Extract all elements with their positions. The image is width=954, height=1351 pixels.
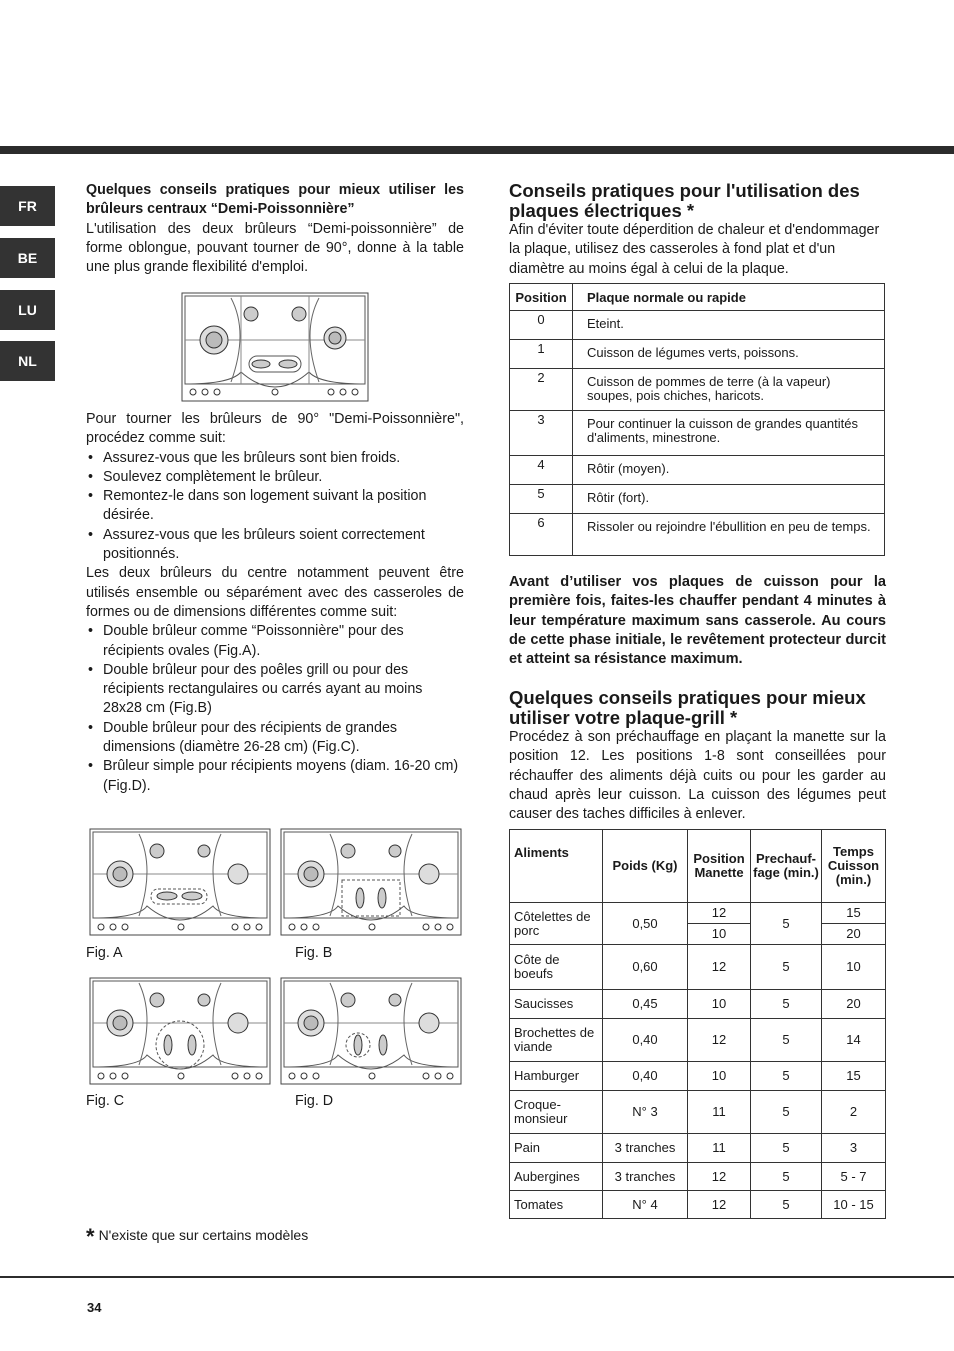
table-cell: 5 bbox=[751, 945, 822, 990]
grill-title: Quelques conseils pratiques pour mieux utiliser votre plaque-grill * bbox=[509, 687, 866, 728]
table-cell: Cuisson de pommes de terre (à la vapeur) soupes, pois chiches, haricots. bbox=[573, 369, 885, 411]
table-cell: Côte de boeufs bbox=[510, 945, 603, 990]
table-row bbox=[510, 1134, 886, 1163]
table-cell: 10 bbox=[688, 1062, 751, 1091]
table-cell: Cuisson de légumes verts, poissons. bbox=[573, 340, 885, 369]
usage-item: • Double brûleur comme “Poissonnière" pour des récipients ovales (Fig.A). bbox=[86, 622, 464, 661]
fig-c-label: Fig. C bbox=[86, 1093, 125, 1109]
usage-item: • Double brûleur pour des récipients de grandes dimensions (diamètre 26-28 cm) (Fig.C). bbox=[86, 719, 464, 758]
table-row bbox=[510, 1163, 886, 1191]
page-number: 34 bbox=[87, 1300, 102, 1315]
table-row bbox=[510, 903, 886, 924]
table-header: Position Manette bbox=[688, 830, 751, 903]
table-cell: Pain bbox=[510, 1134, 603, 1163]
table-cell: 0 bbox=[510, 311, 573, 340]
hob-diagram-main bbox=[181, 292, 369, 402]
table-header: Aliments bbox=[510, 830, 603, 903]
top-rule bbox=[0, 146, 954, 154]
table-cell: 0,45 bbox=[603, 990, 688, 1019]
table-header: Poids (Kg) bbox=[603, 830, 688, 903]
rotate-instructions bbox=[86, 410, 464, 796]
table-row bbox=[510, 1062, 886, 1091]
table-cell: 14 bbox=[822, 1019, 886, 1062]
table-row bbox=[510, 456, 885, 485]
table-cell: 10 bbox=[688, 924, 751, 945]
table-row bbox=[510, 369, 885, 411]
usage-intro: Les deux brûleurs du centre notamment peuvent être utilisés ensemble ou séparément avec des casseroles de formes ou de dimensions différentes comme suit: bbox=[86, 565, 464, 620]
table-cell: 15 bbox=[822, 903, 886, 924]
table-cell: 5 bbox=[751, 1062, 822, 1091]
table-cell: 4 bbox=[510, 456, 573, 485]
table-cell: Rôtir (moyen). bbox=[573, 456, 885, 485]
table-cell: 15 bbox=[822, 1062, 886, 1091]
table-cell: 11 bbox=[688, 1091, 751, 1134]
usage-item: • Brûleur simple pour récipients moyens (diam. 16-20 cm) (Fig.D). bbox=[86, 757, 464, 796]
table-cell: 5 bbox=[751, 1134, 822, 1163]
table-row bbox=[510, 485, 885, 514]
table-row bbox=[510, 411, 885, 456]
table-row bbox=[510, 514, 885, 556]
table-cell: 3 tranches bbox=[603, 1163, 688, 1191]
table-cell: 10 bbox=[822, 945, 886, 990]
table-header: Prechauf- fage (min.) bbox=[751, 830, 822, 903]
table-cell: 20 bbox=[822, 990, 886, 1019]
lang-tab-nl: NL bbox=[0, 341, 55, 381]
table-cell: 5 bbox=[751, 1163, 822, 1191]
table-row bbox=[510, 990, 886, 1019]
table-cell: Côtelettes de porc bbox=[510, 903, 603, 945]
burner-section-heading: Quelques conseils pratiques pour mieux utiliser les brûleurs centraux “Demi-Poissonnière” bbox=[86, 182, 464, 218]
table-cell: 0,60 bbox=[603, 945, 688, 990]
table-cell: N° 3 bbox=[603, 1091, 688, 1134]
footnote-text: N'existe que sur certains modèles bbox=[98, 1227, 309, 1243]
table-cell: 3 tranches bbox=[603, 1134, 688, 1163]
table-cell: 6 bbox=[510, 514, 573, 556]
table-cell: 10 - 15 bbox=[822, 1191, 886, 1219]
table-cell: 5 bbox=[510, 485, 573, 514]
table-cell: 11 bbox=[688, 1134, 751, 1163]
table-cell: 3 bbox=[510, 411, 573, 456]
bottom-rule bbox=[0, 1276, 954, 1278]
table-cell: 5 bbox=[751, 990, 822, 1019]
hob-diagram-fig-d bbox=[280, 977, 462, 1085]
electric-table bbox=[509, 283, 885, 556]
table-row bbox=[510, 311, 885, 340]
table-cell: 5 bbox=[751, 1091, 822, 1134]
rotate-step: • Remontez-le dans son logement suivant la position désirée. bbox=[86, 487, 464, 526]
fig-b-label: Fig. B bbox=[295, 945, 333, 961]
table-cell: 5 - 7 bbox=[822, 1163, 886, 1191]
table-cell: 12 bbox=[688, 1163, 751, 1191]
fig-d-label: Fig. D bbox=[295, 1093, 334, 1109]
rotate-step: • Assurez-vous que les brûleurs sont bien froids. bbox=[86, 449, 464, 468]
table-cell: Brochettes de viande bbox=[510, 1019, 603, 1062]
table-cell: N° 4 bbox=[603, 1191, 688, 1219]
rotate-step: • Assurez-vous que les brûleurs soient correctement positionnés. bbox=[86, 526, 464, 565]
table-cell: Saucisses bbox=[510, 990, 603, 1019]
table-cell: 0,50 bbox=[603, 903, 688, 945]
footnote bbox=[86, 1224, 308, 1250]
table-cell: 12 bbox=[688, 945, 751, 990]
table-cell: 5 bbox=[751, 903, 822, 945]
electric-title: Conseils pratiques pour l'utilisation des plaques électriques * bbox=[509, 180, 860, 221]
fig-a-label: Fig. A bbox=[86, 945, 123, 961]
table-header: Temps Cuisson (min.) bbox=[822, 830, 886, 903]
table-header: Position bbox=[510, 284, 573, 311]
first-use-warning: Avant d’utiliser vos plaques de cuisson pour la première fois, faites-les chauffer pendant 4 minutes à leur température maximum sans casserole. Au cours de cette phase initiale, le revêtement protecteur durcit et atteint sa résistance maximum. bbox=[509, 574, 886, 668]
table-cell: 1 bbox=[510, 340, 573, 369]
table-cell: 12 bbox=[688, 903, 751, 924]
table-cell: 5 bbox=[751, 1191, 822, 1219]
grill-text: Procédez à son préchauffage en plaçant la manette sur la position 12. Les positions 1-8 sont conseillées pour réchauffer des aliments déjà cuits ou pour les garder au chaud après leur cuisson. La cuisson des légumes peut causer des taches difficiles à enlever. bbox=[509, 729, 886, 823]
rotate-step: • Soulevez complètement le brûleur. bbox=[86, 468, 464, 487]
table-header-row bbox=[510, 830, 886, 903]
table-cell: 0,40 bbox=[603, 1019, 688, 1062]
table-cell: Croque- monsieur bbox=[510, 1091, 603, 1134]
electric-section bbox=[509, 181, 886, 279]
hob-diagram-fig-b bbox=[280, 828, 462, 936]
lang-tab-fr: FR bbox=[0, 186, 55, 226]
table-cell: Hamburger bbox=[510, 1062, 603, 1091]
burner-intro-text: L'utilisation des deux brûleurs “Demi-poissonnière” de forme oblongue, pouvant tourner de 90°, donne à la table une plus grande flexibilité d'emploi. bbox=[86, 220, 464, 276]
left-column bbox=[86, 181, 464, 277]
usage-item: • Double brûleur pour des poêles grill ou pour des récipients rectangulaires ou carrés ayant au moins 28x28 cm (Fig.B) bbox=[86, 661, 464, 719]
grill-section bbox=[509, 688, 886, 824]
table-header-row bbox=[510, 284, 885, 311]
table-cell: 0,40 bbox=[603, 1062, 688, 1091]
table-cell: Eteint. bbox=[573, 311, 885, 340]
table-cell: 20 bbox=[822, 924, 886, 945]
table-cell: Aubergines bbox=[510, 1163, 603, 1191]
electric-text: Afin d'éviter toute déperdition de chaleur et d'endommager la plaque, utilisez des casseroles à fond plat et d'un diamètre au moins égal à celui de la plaque. bbox=[509, 222, 880, 277]
table-cell: 12 bbox=[688, 1019, 751, 1062]
table-cell: 2 bbox=[510, 369, 573, 411]
grill-table bbox=[509, 829, 886, 1219]
table-cell: Tomates bbox=[510, 1191, 603, 1219]
table-cell: Rissoler ou rejoindre l'ébullition en peu de temps. bbox=[573, 514, 885, 556]
table-row bbox=[510, 945, 886, 990]
table-row bbox=[510, 1091, 886, 1134]
rotate-intro: Pour tourner les brûleurs de 90° "Demi-Poissonnière", procédez comme suit: bbox=[86, 411, 464, 447]
table-cell: 3 bbox=[822, 1134, 886, 1163]
hob-diagram-fig-a bbox=[89, 828, 271, 936]
lang-tab-be: BE bbox=[0, 238, 55, 278]
table-row bbox=[510, 1019, 886, 1062]
table-header: Plaque normale ou rapide bbox=[573, 284, 885, 311]
table-cell: 5 bbox=[751, 1019, 822, 1062]
usage-list bbox=[86, 622, 464, 796]
lang-tab-lu: LU bbox=[0, 290, 55, 330]
table-cell: Pour continuer la cuisson de grandes quantités d'aliments, minestrone. bbox=[573, 411, 885, 456]
rotate-steps-list bbox=[86, 449, 464, 565]
table-cell: Rôtir (fort). bbox=[573, 485, 885, 514]
table-row bbox=[510, 340, 885, 369]
hob-diagram-fig-c bbox=[89, 977, 271, 1085]
asterisk-icon: * bbox=[86, 1224, 95, 1249]
table-cell: 10 bbox=[688, 990, 751, 1019]
table-cell: 12 bbox=[688, 1191, 751, 1219]
table-row bbox=[510, 1191, 886, 1219]
table-cell: 2 bbox=[822, 1091, 886, 1134]
